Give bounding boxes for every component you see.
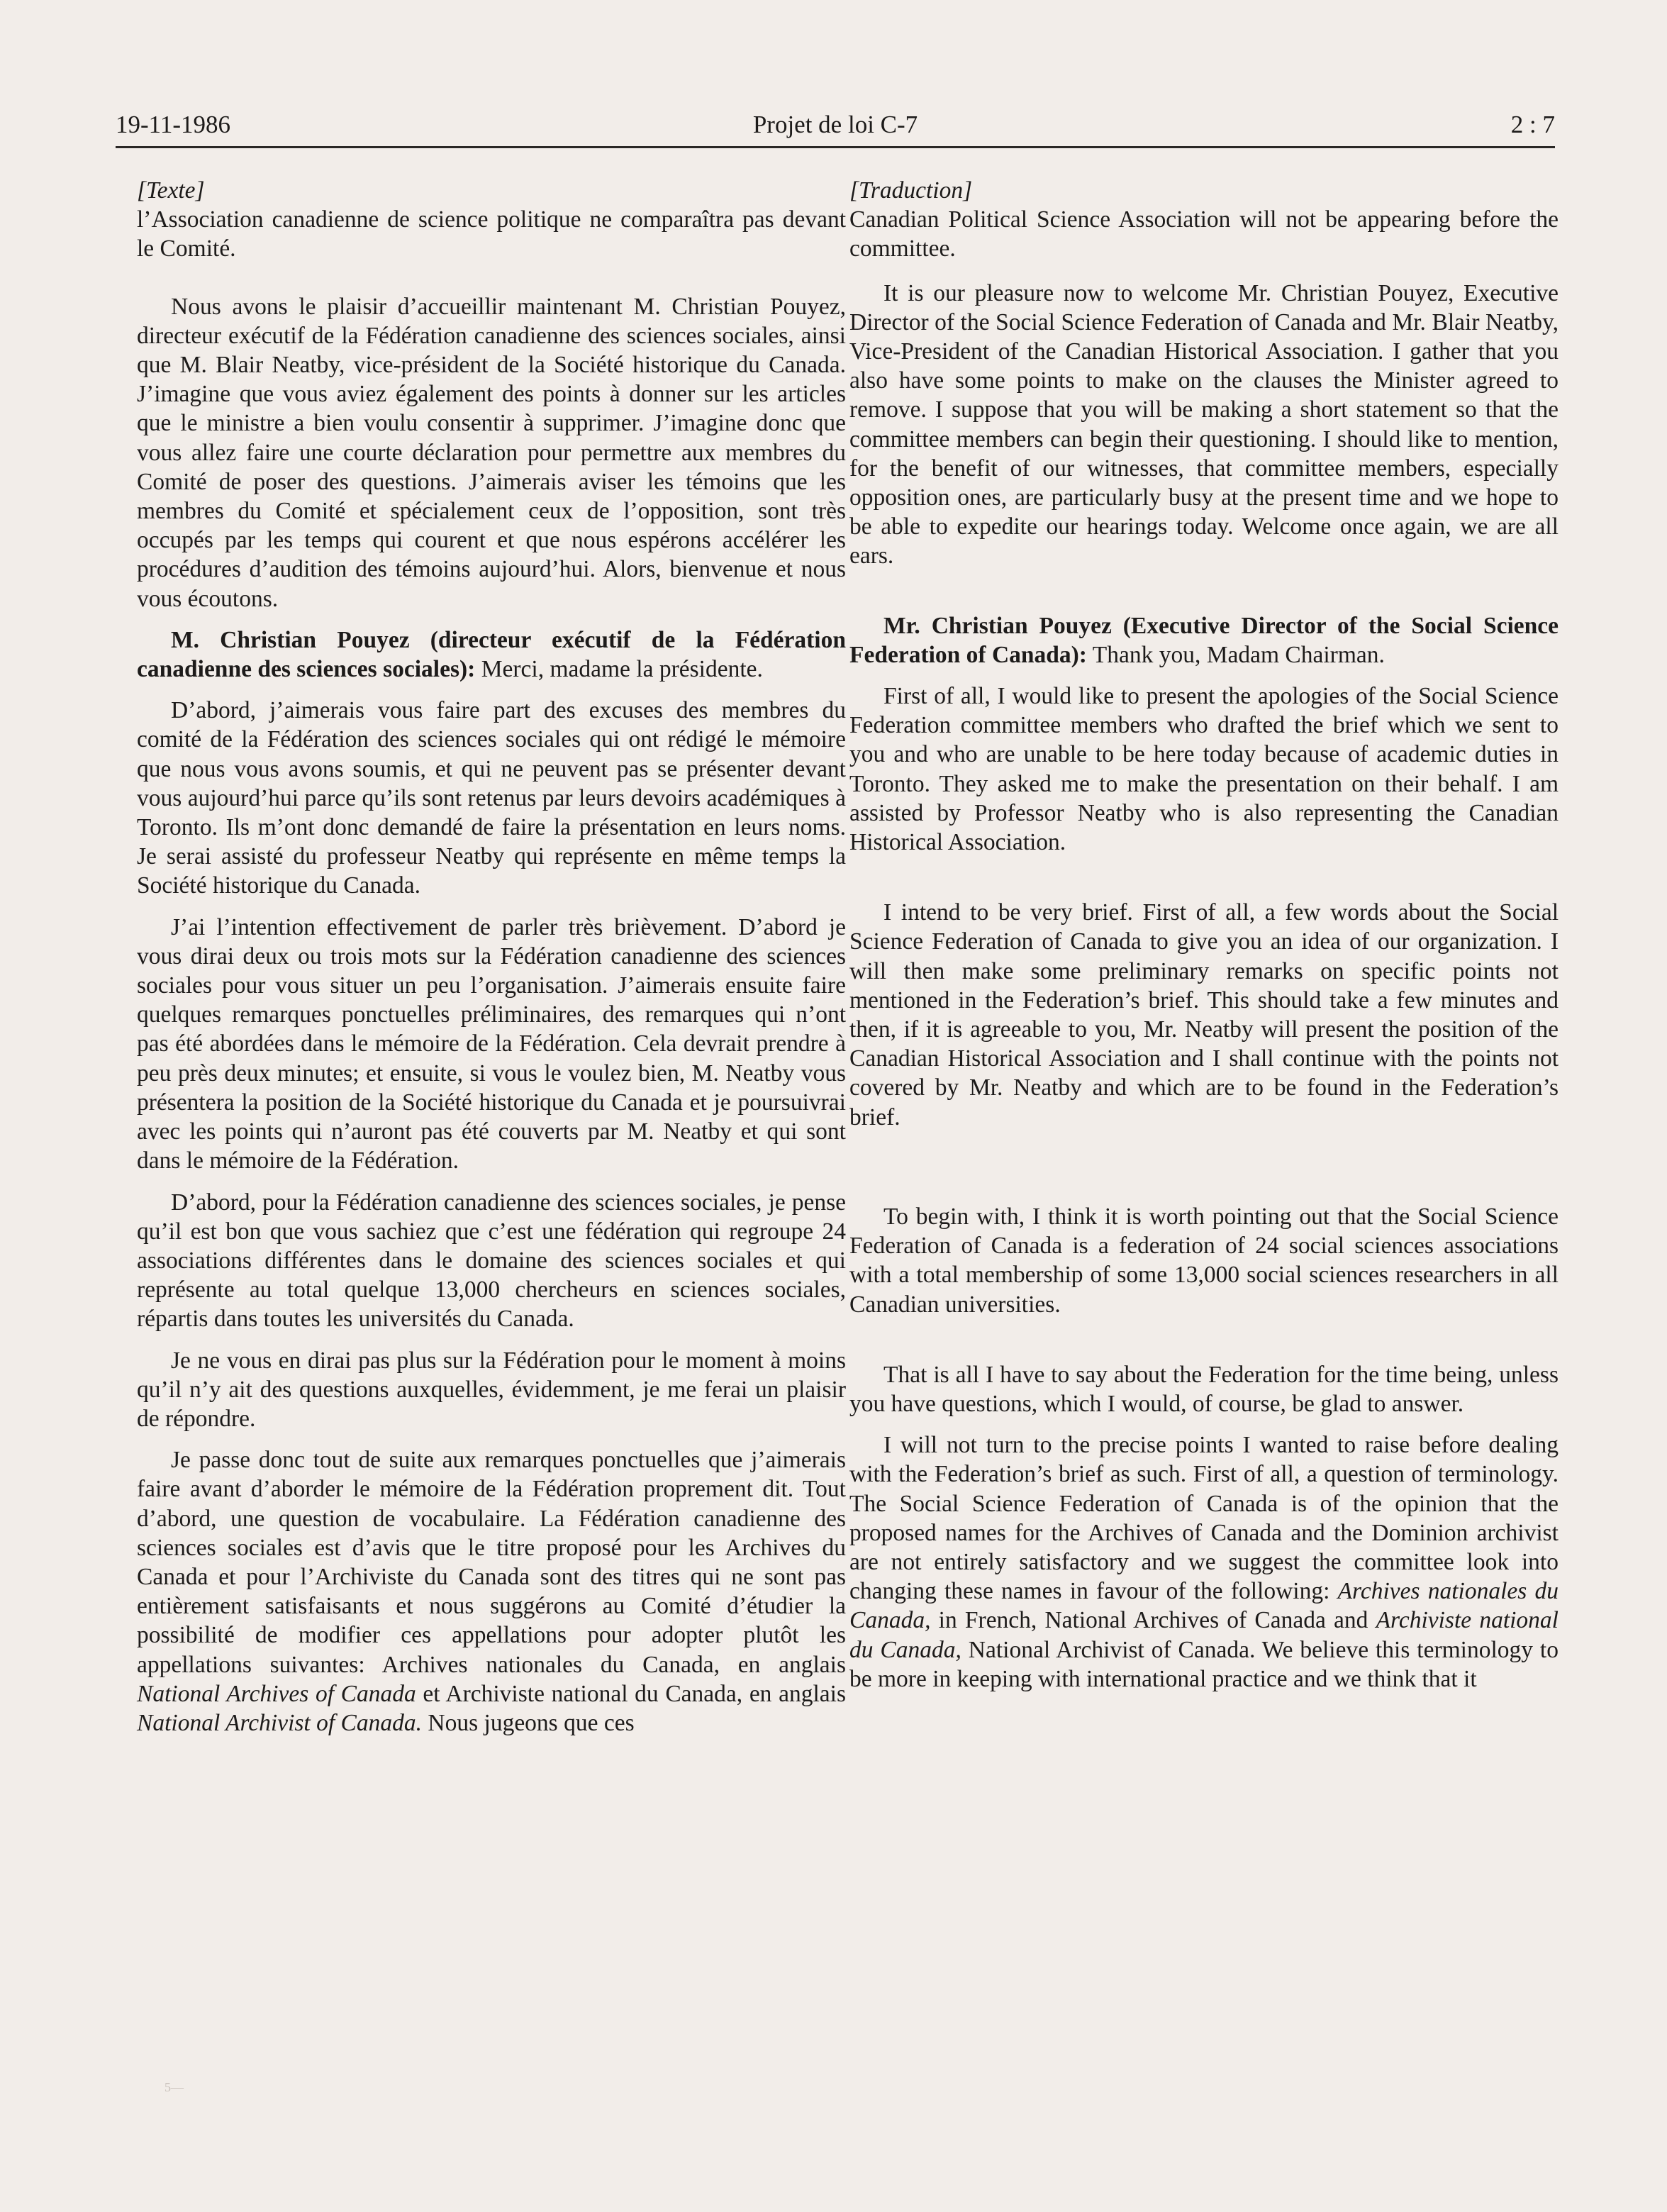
french-column	[137, 176, 846, 1738]
italic-run: National Archivist of Canada.	[137, 1709, 423, 1736]
speaker-name: M. Christian Pouyez (directeur exécutif de la Fédération canadienne des sciences sociales):	[137, 626, 846, 683]
text-run: in French, National Archives of Canada and	[930, 1607, 1376, 1634]
speaker-text: Merci, madame la présidente.	[475, 656, 763, 683]
header-date: 19-11-1986	[116, 111, 231, 138]
section-label-traduction: [Traduction]	[849, 177, 973, 204]
paragraph: I intend to be very brief. First of all, a few words about the Social Science Federation of Canada to give you an idea of our organization. I will then make some preliminary remarks on specific points not mentioned in the Federation’s brief. This should take a few minutes and then, if it is agreeable to you, Mr. Neatby will present the position of the Canadian Historical Association and I shall continue with the points not covered by Mr. Neatby and which are to be found in the Federation’s brief.	[849, 899, 1559, 1130]
text-run: Nous jugeons que ces	[422, 1709, 635, 1736]
paragraph: Nous avons le plaisir d’accueillir maintenant M. Christian Pouyez, directeur exécutif de la Fédération canadienne des sciences sociales, ainsi que M. Blair Neatby, vice-président de la Société historique du Canada. J’imagine que vous aviez également des points à donner sur les articles que le ministre a bien voulu consentir à supprimer. J’imagine donc que vous allez faire une courte déclaration pour permettre aux membres du Comité de poser des questions. J’aimerais aviser les témoins que les membres du Comité et spécialement ceux de l’opposition, sont très occupés par les temps qui courent et que nous espérons accélérer les procédures d’audition des témoins aujourd’hui. Alors, bienvenue et nous vous écoutons.	[137, 293, 846, 612]
paragraph: To begin with, I think it is worth pointing out that the Social Science Federation of Canada is a federation of 24 social sciences associations with a total membership of some 13,000 social sciences researchers in all Canadian universities.	[849, 1203, 1559, 1318]
speaker-name: Mr. Christian Pouyez (Executive Director of the Social Science Federation of Canada):	[849, 612, 1559, 668]
speaker-text: Thank you, Madam Chairman.	[1086, 641, 1385, 668]
paragraph: Je ne vous en dirai pas plus sur la Fédération pour le moment à moins qu’il n’y ait des questions auxquelles, évidemment, je me ferai un plaisir de répondre.	[137, 1347, 846, 1432]
footer-mark: 5—	[165, 2080, 184, 2094]
section-label-texte: [Texte]	[137, 177, 205, 204]
italic-run: Archiviste national du Canada,	[849, 1607, 1559, 1663]
text-run: Je passe donc tout de suite aux remarques ponctuelles que j’aimerais faire avant d’aborder le mémoire de la Fédération proprement dit. Tout d’abord, une question de vocabulaire. La Fédération canadienne des sciences sociales est d’avis que le titre proposé pour les Archives du Canada et pour l’Archiviste du Canada sont des titres qui ne sont pas entièrement satisfaisants et nous suggérons au Comité d’étudier la possibilité de modifier ces appellations pour adopter plutôt les appellations suivantes: Archives nationales du Canada, en anglais	[137, 1447, 846, 1678]
text-run: et Archiviste national du Canada, en anglais	[416, 1680, 846, 1707]
italic-run: Archives nationales du Canada,	[849, 1578, 1559, 1634]
speaker-paragraph	[137, 626, 846, 684]
italic-run: National Archives of Canada	[137, 1680, 416, 1707]
header-page-number: 2 : 7	[1510, 111, 1555, 138]
paragraph	[849, 1430, 1559, 1694]
header-title: Projet de loi C-7	[752, 111, 918, 138]
paragraph: D’abord, j’aimerais vous faire part des excuses des membres du comité de la Fédération des sciences sociales qui ont rédigé le mémoire que nous vous avons soumis, et qui ne peuvent pas se présenter devant vous aujourd’hui parce qu’ils sont retenus par leurs devoirs académiques à Toronto. Ils m’ont donc demandé de faire la présentation en leurs noms. Je serai assisté du professeur Neatby qui représente en même temps la Société historique du Canada.	[137, 697, 846, 899]
paragraph: J’ai l’intention effectivement de parler très brièvement. D’abord je vous dirai deux ou trois mots sur la Fédération canadienne des sciences sociales pour vous situer un peu l’organisation. J’aimerais ensuite faire quelques remarques ponctuelles préliminaires, des remarques qui n’ont pas été abordées dans le mémoire de la Fédération. Cela devrait prendre à peu près deux minutes; et ensuite, si vous le voulez bien, M. Neatby vous présentera la position de la Société historique du Canada et je poursuivrai avec les points qui n’auront pas été couverts par M. Neatby et qui sont dans le mémoire de la Fédération.	[137, 913, 846, 1174]
text-run: I will not turn to the precise points I wanted to raise before dealing with the Federation’s brief as such. First of all, a question of terminology. The Social Science Federation of Canada is of the opinion that the proposed names for the Archives of Canada and the Dominion archivist are not entirely satisfactory and we suggest the committee look into changing these names in favour of the following:	[849, 1432, 1559, 1605]
paragraph: That is all I have to say about the Federation for the time being, unless you have questions, which I would, of course, be glad to answer.	[849, 1361, 1559, 1417]
paragraph: Canadian Political Science Association will not be appearing before the committee.	[849, 206, 1559, 262]
speaker-paragraph	[849, 611, 1559, 669]
english-column	[849, 176, 1559, 1694]
text-run: National Archivist of Canada. We believe this terminology to be more in keeping with international practice and we think that it	[849, 1636, 1559, 1692]
paragraph: l’Association canadienne de science politique ne comparaîtra pas devant le Comité.	[137, 206, 846, 262]
page-header	[116, 105, 1555, 145]
header-rule	[116, 146, 1555, 148]
paragraph	[137, 1445, 846, 1738]
paragraph: First of all, I would like to present the apologies of the Social Science Federation committee members who drafted the brief which we sent to you and who are unable to be here today because of academic duties in Toronto. They asked me to make the presentation on their behalf. I am assisted by Professor Neatby who is also representing the Canadian Historical Association.	[849, 683, 1559, 856]
paragraph: D’abord, pour la Fédération canadienne des sciences sociales, je pense qu’il est bon que vous sachiez que c’est une fédération qui regroupe 24 associations différentes dans le domaine des sciences sociales et qui représente au total quelque 13,000 chercheurs en sciences sociales, répartis dans toutes les universités du Canada.	[137, 1189, 846, 1333]
paragraph: It is our pleasure now to welcome Mr. Christian Pouyez, Executive Director of the Social Science Federation of Canada and Mr. Blair Neatby, Vice-President of the Canadian Historical Association. I gather that you also have some points to make on the clauses the Minister agreed to remove. I suppose that you will be making a short statement so that the committee members can begin their questioning. I should like to mention, for the benefit of our witnesses, that committee members, especially opposition ones, are particularly busy at the present time and we hope to be able to expedite our hearings today. Welcome once again, we are all ears.	[849, 279, 1559, 569]
